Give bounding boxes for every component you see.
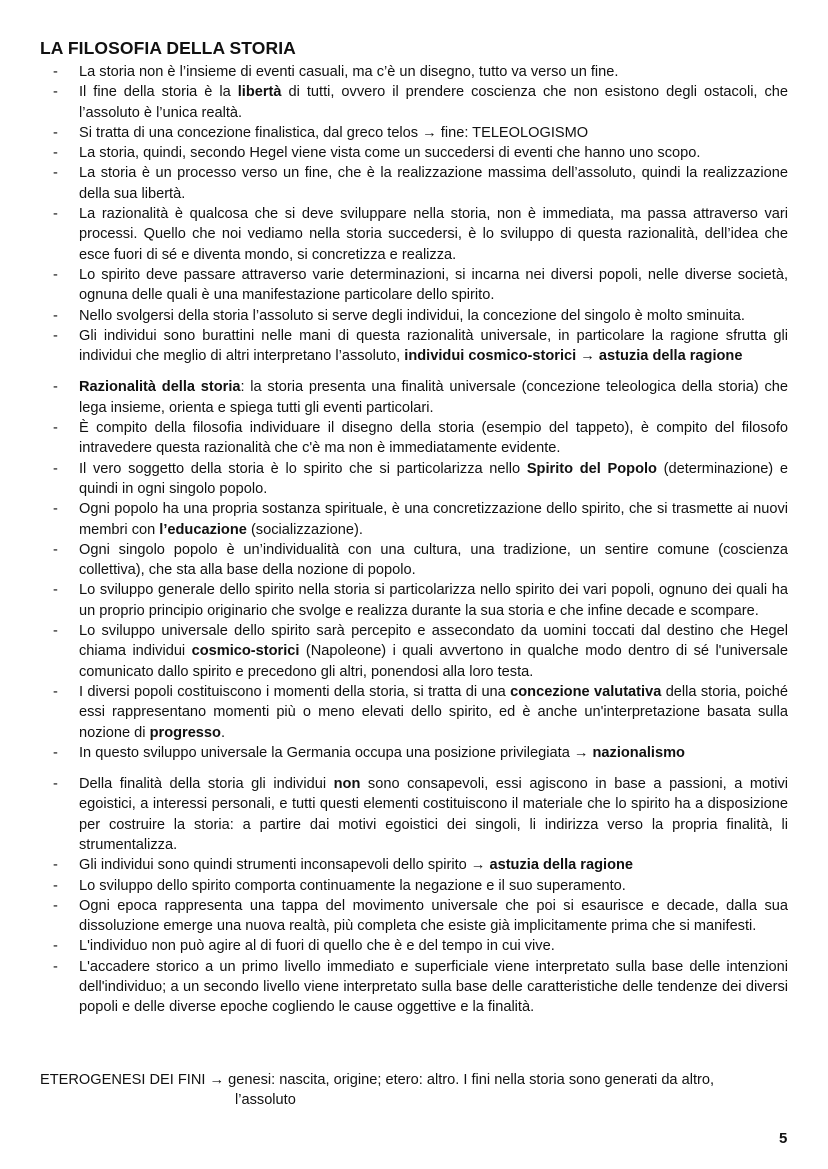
list-item [40, 499, 788, 540]
list-item [40, 265, 788, 306]
text-segment: Gli individui sono quindi strumenti inconsapevoli dello spirito → [79, 857, 490, 874]
text-segment: Lo sviluppo universale dello spirito sarà percepito e assecondato da uomini toccati dal destino che Hegel chiama individui [79, 623, 788, 660]
text-segment: (Napoleone) i quali avvertono in qualche modo dentro di sé l'universale comunicato dallo spirito e precedono gli altri, ponendosi alla loro testa. [79, 643, 788, 680]
bold-text: individui cosmico-storici → astuzia della ragione [404, 348, 743, 365]
list-item [40, 876, 788, 896]
list-item [40, 143, 788, 163]
text-segment: In questo sviluppo universale la Germania occupa una posizione privilegiata → [79, 744, 593, 761]
list-item [40, 377, 788, 418]
text-segment: di tutti, ovvero il prendere coscienza che non esistono degli ostacoli, che l’assoluto è l’unica realtà. [79, 84, 789, 121]
text-segment: È compito della filosofia individuare il disegno della storia (esempio del tappeto), è compito del filosofo intravedere questa razionalità che c'è ma non è immediatamente evidente. [79, 420, 788, 457]
bold-text: nazionalismo [592, 744, 685, 761]
list-item [40, 326, 788, 367]
bold-text: libertà [237, 84, 282, 101]
bold-text: progresso [149, 724, 221, 741]
text-segment: Ogni popolo ha una propria sostanza spirituale, è una concretizzazione dello spirito, che si trasmette ai nuovi membri con [79, 501, 788, 538]
list-item [40, 743, 788, 763]
bold-text: astuzia della ragione [489, 857, 634, 874]
text-segment: sono consapevoli, essi agiscono in base a passioni, a motivi egoistici, a interessi personali, e tutti questi elementi costituiscono il materiale che lo spirito ha a disposizione per costruire la storia: a partire dai motivi egoistici dei singoli, li indirizza verso la propria finalità, li strumentalizza. [79, 776, 788, 853]
bold-text: non [333, 776, 361, 793]
page-number: 5 [779, 1130, 788, 1147]
text-segment: Ogni singolo popolo è un’individualità con una cultura, una tradizione, un sentire comune (coscienza collettiva), che sta alla base della nozione di popolo. [79, 541, 788, 579]
list-item [40, 459, 788, 500]
list-item [40, 62, 788, 82]
bold-text: concezione valutativa [510, 683, 662, 700]
bold-text: Razionalità della storia [79, 379, 241, 396]
list-item [40, 82, 788, 123]
list-item [40, 306, 788, 326]
bold-text: Spirito del Popolo [526, 460, 657, 477]
bullet-list [40, 62, 788, 1018]
list-item [40, 204, 788, 265]
list-item [40, 682, 788, 743]
list-item [40, 896, 788, 937]
eterogenesi-paragraph [40, 1070, 800, 1111]
text-segment: Ogni epoca rappresenta una tappa del movimento universale che poi si esaurisce e decade, dalla sua dissoluzione emerge una nuova realtà, più completa che esiste già implicitamente prima che si manifesti. [79, 897, 788, 935]
text-segment: L'accadere storico a un primo livello immediato e superficiale viene interpretato sulla base delle intenzioni dell'individuo; a un secondo livello viene interpretato sulla base delle caratteristiche delle tendenze dei diversi popoli e delle diverse epoche cogliendo le cause oggettive e la finalità. [79, 958, 788, 1016]
bold-text: l’educazione [159, 521, 247, 538]
text-segment: Lo sviluppo generale dello spirito nella storia si particolarizza nello spirito dei vari popoli, ognuno dei quali ha un proprio principio originario che svolge e realizza durante la sua storia e che infine decade e scompare. [79, 582, 788, 619]
list-item [40, 580, 788, 621]
text-segment: Della finalità della storia gli individui [79, 776, 334, 793]
list-item [40, 418, 788, 459]
page-title: LA FILOSOFIA DELLA STORIA [40, 38, 296, 58]
text-segment: (socializzazione). [246, 521, 363, 538]
bold-text: cosmico-storici [191, 643, 300, 660]
text-segment: Si tratta di una concezione finalistica, dal greco telos → fine: TELEOLOGISMO [79, 124, 589, 141]
list-item [40, 774, 788, 855]
list-item [40, 123, 788, 143]
text-segment: La storia, quindi, secondo Hegel viene vista come un succedersi di eventi che hanno uno scopo. [79, 145, 701, 162]
text-segment: I diversi popoli costituiscono i momenti della storia, si tratta di una [79, 683, 511, 700]
text-segment: Il fine della storia è la [79, 84, 238, 101]
list-item [40, 621, 788, 682]
text-segment: La storia è un processo verso un fine, che è la realizzazione massima dell’assoluto, quindi la realizzazione della sua libertà. [79, 165, 788, 202]
text-segment: (determinazione) e quindi in ogni singolo popolo. [79, 460, 788, 497]
list-item [40, 855, 788, 875]
list-item [40, 936, 788, 956]
list-item [40, 163, 788, 204]
eterogenesi-line-1: ETEROGENESI DEI FINI → genesi: nascita, origine; etero: altro. I fini nella storia sono generati da altro, [40, 1072, 715, 1088]
text-segment: : la storia presenta una finalità universale (concezione teleologica della storia) che lega insieme, orienta e spiega tutti gli eventi particolari. [79, 379, 788, 416]
list-item [40, 540, 788, 581]
text-segment: Lo spirito deve passare attraverso varie determinazioni, si incarna nei diversi popoli, nelle diverse società, ognuna delle quali è una manifestazione particolare dello spirito. [79, 266, 788, 304]
text-segment: La razionalità è qualcosa che si deve sviluppare nella storia, non è immediata, ma passa attraverso vari processi. Quello che noi vediamo nella storia succedersi, è lo sviluppo di questa razionalità, dell’idea che esce fuori di sé e diventa mondo, si concretizza e realizza. [79, 206, 788, 263]
text-segment: Nello svolgersi della storia l’assoluto si serve degli individui, la concezione del singolo è molto sminuita. [79, 307, 745, 324]
text-segment: L'individuo non può agire al di fuori di quello che è e del tempo in cui vive. [79, 938, 555, 955]
text-segment: La storia non è l’insieme di eventi casuali, ma c’è un disegno, tutto va verso un fine. [79, 64, 619, 80]
list-item [40, 957, 788, 1018]
text-segment: della storia, poiché essi rappresentano momenti più o meno elevati dello spirito, ed è anche un'interpretazione basata sulla nozione di [79, 683, 788, 741]
text-segment: Gli individui sono burattini nelle mani di questa razionalità universale, in particolare la ragione sfrutta gli individui che meglio di altri interpretano l’assoluto, [79, 327, 788, 365]
text-segment: Il vero soggetto della storia è lo spirito che si particolarizza nello [79, 460, 527, 477]
eterogenesi-line-2: l’assoluto [235, 1092, 296, 1109]
text-segment: Lo sviluppo dello spirito comporta continuamente la negazione e il suo superamento. [79, 877, 626, 894]
text-segment: . [220, 724, 226, 741]
